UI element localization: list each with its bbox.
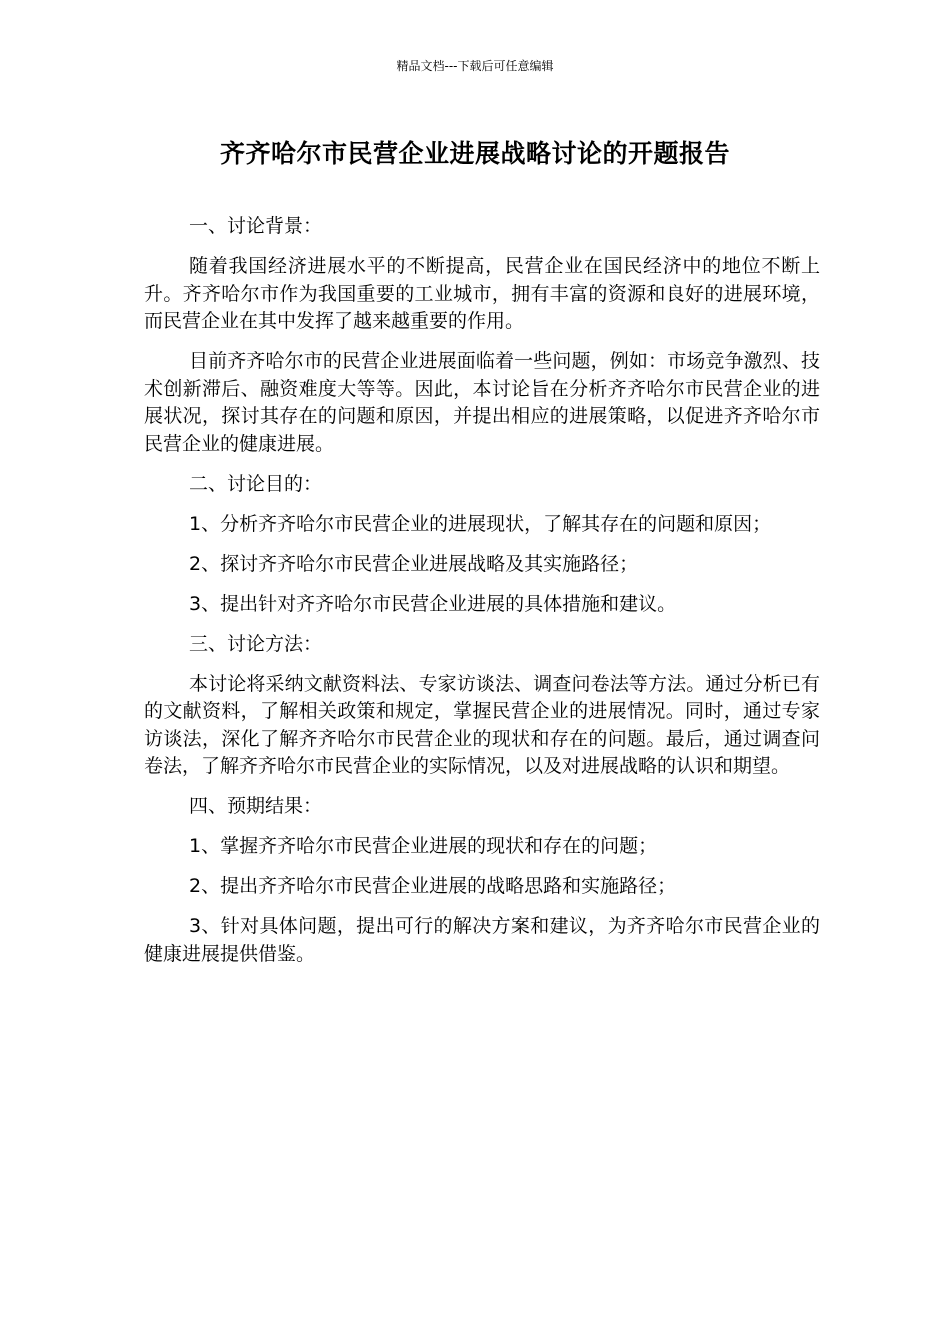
- purpose-item-2: 2、探讨齐齐哈尔市民营企业进展战略及其实施路径；: [189, 552, 639, 575]
- section-heading-results: 四、预期结果：: [189, 795, 323, 817]
- results-item-3: 3、针对具体问题，提出可行的解决方案和建议，为齐齐哈尔市民营企业的健康进展提供借鉴。: [144, 915, 820, 965]
- background-paragraph-1: 随着我国经济进展水平的不断提高，民营企业在国民经济中的地位不断上升。齐齐哈尔市作为我国重要的工业城市，拥有丰富的资源和良好的进展环境，而民营企业在其中发挥了越来越重要的作用。: [144, 255, 820, 332]
- section-heading-method: 三、讨论方法：: [189, 632, 323, 655]
- purpose-item-3: 3、提出针对齐齐哈尔市民营企业进展的具体措施和建议。: [189, 592, 677, 615]
- header-note: 精品文档---下载后可任意编辑: [396, 59, 554, 73]
- section-heading-background: 一、讨论背景：: [189, 215, 323, 237]
- section-heading-purpose: 二、讨论目的：: [189, 472, 323, 495]
- purpose-item-1: 1、分析齐齐哈尔市民营企业的进展现状，了解其存在的问题和原因；: [189, 512, 772, 535]
- results-item-2: 2、提出齐齐哈尔市民营企业进展的战略思路和实施路径；: [189, 875, 677, 897]
- document-body: [144, 213, 820, 981]
- background-paragraph-2: 目前齐齐哈尔市的民营企业进展面临着一些问题，例如：市场竞争激烈、技术创新滞后、融资难度大等等。因此，本讨论旨在分析齐齐哈尔市民营企业的进展状况，探讨其存在的问题和原因，并提出相应的进展策略，以促进齐齐哈尔市民营企业的健康进展。: [144, 350, 820, 455]
- method-paragraph: 本讨论将采纳文献资料法、专家访谈法、调查问卷法等方法。通过分析已有的文献资料，了解相关政策和规定，掌握民营企业的进展情况。同时，通过专家访谈法，深化了解齐齐哈尔市民营企业的现状和存在的问题。最后，通过调查问卷法，了解齐齐哈尔市民营企业的实际情况，以及对进展战略的认识和期望。: [144, 672, 820, 777]
- results-item-1: 1、掌握齐齐哈尔市民营企业进展的现状和存在的问题；: [189, 835, 658, 857]
- document-title: 齐齐哈尔市民营企业进展战略讨论的开题报告: [219, 139, 730, 168]
